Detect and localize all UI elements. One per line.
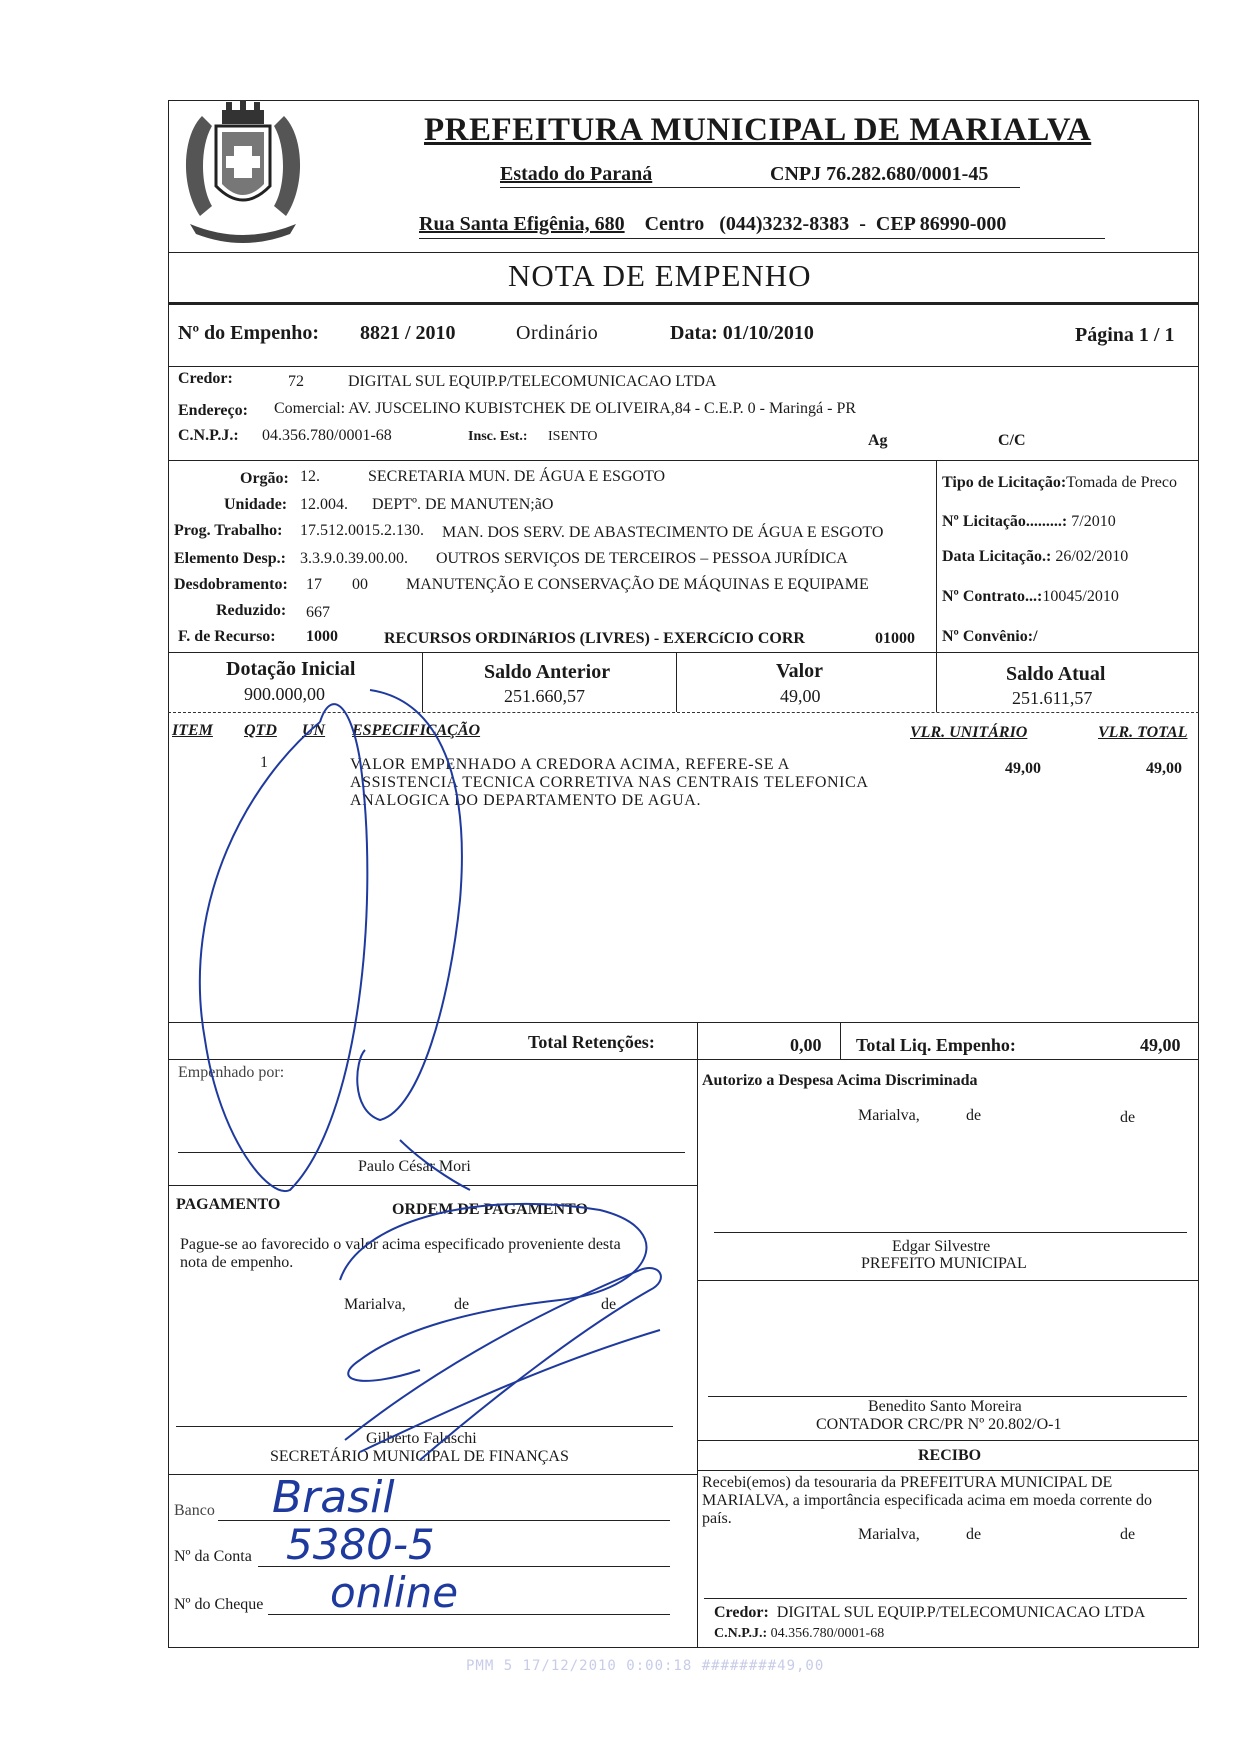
cheque-line bbox=[268, 1614, 670, 1615]
unidade-code: 12.004. bbox=[300, 496, 348, 513]
col-especificacao: ESPECIFICAÇÃO bbox=[352, 722, 481, 739]
orgao-label: Orgão: bbox=[240, 470, 289, 487]
contador-name: Benedito Santo Moreira bbox=[868, 1398, 1022, 1415]
item-desc-line-3: ANALOGICA DO DEPARTAMENTO DE AGUA. bbox=[350, 792, 702, 809]
item-unit-value: 49,00 bbox=[1005, 760, 1041, 777]
col-unit-value: VLR. UNITÁRIO bbox=[910, 724, 1028, 741]
credor-label: Credor: bbox=[178, 370, 233, 387]
conta-label: Nº da Conta bbox=[174, 1548, 252, 1565]
pagamento-text bbox=[180, 1236, 621, 1272]
insc-est-label: Insc. Est.: bbox=[468, 429, 528, 444]
retencoes-value: 0,00 bbox=[790, 1035, 822, 1055]
orgao-name: SECRETARIA MUN. DE ÁGUA E ESGOTO bbox=[368, 468, 666, 485]
secretario-role: SECRETÁRIO MUNICIPAL DE FINANÇAS bbox=[270, 1448, 569, 1465]
frame-bottom bbox=[168, 1647, 1199, 1648]
licitacao-date: Data Licitação.: 26/02/2010 bbox=[942, 548, 1129, 565]
page-number: Página 1 / 1 bbox=[1075, 324, 1175, 346]
empenhado-label: Empenhado por: bbox=[178, 1064, 285, 1081]
totals-divider-bottom bbox=[168, 1059, 1199, 1060]
conta-handwritten: 5380-5 bbox=[286, 1520, 435, 1569]
desdobramento-label: Desdobramento: bbox=[174, 576, 288, 593]
retencoes-label: Total Retenções: bbox=[528, 1032, 655, 1052]
fonte-code: 1000 bbox=[306, 628, 338, 645]
pagamento-de-1: de bbox=[454, 1296, 470, 1313]
licitacao-separator bbox=[936, 460, 937, 653]
pagamento-text-line-2: nota de empenho. bbox=[180, 1254, 294, 1271]
fonte-code-2: 01000 bbox=[875, 630, 915, 647]
header-divider bbox=[168, 252, 1199, 253]
mechanical-stamp: PMM 5 17/12/2010 0:00:18 ########49,00 bbox=[466, 1658, 825, 1674]
state-name: Estado do Paraná bbox=[500, 163, 653, 185]
document-title: NOTA DE EMPENHO bbox=[508, 258, 812, 293]
address-underline bbox=[419, 238, 1105, 239]
item-desc-line-2: ASSISTENCIA TECNICA CORRETIVA NAS CENTRAIS TELEFONICA bbox=[350, 774, 869, 791]
item-desc-line-1: VALOR EMPENHADO A CREDORA ACIMA, REFERE-SE A bbox=[350, 756, 790, 773]
desdobramento-a: 17 bbox=[306, 576, 322, 593]
prefeito-sign-line bbox=[714, 1232, 1187, 1233]
liquido-label: Total Liq. Empenho: bbox=[856, 1035, 1016, 1055]
valor-label: Valor bbox=[776, 660, 824, 682]
prefeito-name: Edgar Silvestre bbox=[892, 1238, 991, 1255]
desdobramento-b: 00 bbox=[352, 576, 368, 593]
empenhado-name: Paulo César Mori bbox=[358, 1158, 471, 1175]
frame-left bbox=[168, 100, 169, 1647]
col-item: ITEM bbox=[172, 722, 213, 739]
contador-sign-line bbox=[708, 1396, 1187, 1397]
empenho-date: Data: 01/10/2010 bbox=[670, 322, 814, 344]
banco-label: Banco bbox=[174, 1502, 215, 1519]
banco-handwritten: Brasil bbox=[272, 1472, 395, 1523]
empenhado-divider bbox=[168, 1185, 697, 1186]
saldo-anterior-label: Saldo Anterior bbox=[484, 661, 611, 683]
recibo-text-line-3: país. bbox=[702, 1510, 732, 1527]
recibo-label: RECIBO bbox=[918, 1447, 982, 1464]
credor-cnpj: 04.356.780/0001-68 bbox=[262, 427, 392, 444]
secretario-sign-line bbox=[176, 1426, 673, 1427]
fonte-name: RECURSOS ORDINáRIOS (LIVRES) - EXERCíCIO CORR bbox=[384, 630, 805, 647]
item-total-value: 49,00 bbox=[1146, 760, 1182, 777]
autorizo-city: Marialva, bbox=[858, 1107, 920, 1124]
totals-sep-2 bbox=[840, 1022, 841, 1059]
saldo-atual-value: 251.611,57 bbox=[1012, 688, 1093, 708]
empenho-number-label: Nº do Empenho: bbox=[178, 322, 320, 344]
address-label: Endereço: bbox=[178, 402, 248, 419]
secretario-name: Gilberto Falaschi bbox=[366, 1430, 477, 1447]
agency-label: Ag bbox=[868, 432, 888, 449]
convenio-number: Nº Convênio:/ bbox=[942, 628, 1038, 645]
autorizo-de-2: de bbox=[1120, 1109, 1136, 1126]
coat-of-arms-logo bbox=[172, 96, 314, 246]
contador-role: CONTADOR CRC/PR Nº 20.802/O-1 bbox=[816, 1416, 1062, 1433]
saldo-atual-label: Saldo Atual bbox=[1006, 663, 1106, 685]
valor-value: 49,00 bbox=[780, 686, 821, 706]
pagamento-text-line-1: Pague-se ao favorecido o valor acima especificado proveniente desta bbox=[180, 1236, 621, 1253]
desdobramento-name: MANUTENÇÃO E CONSERVAÇÃO DE MÁQUINAS E EQUIPAME bbox=[406, 576, 869, 593]
liquido-value: 49,00 bbox=[1140, 1035, 1181, 1055]
secretary-signature-loop bbox=[340, 1204, 646, 1381]
frame-top bbox=[168, 100, 1199, 101]
credor-code: 72 bbox=[288, 373, 304, 390]
recibo-cnpj: C.N.P.J.: 04.356.780/0001-68 bbox=[714, 1626, 885, 1641]
credor-name: DIGITAL SUL EQUIP.P/TELECOMUNICACAO LTDA bbox=[348, 373, 717, 390]
municipality-title: PREFEITURA MUNICIPAL DE MARIALVA bbox=[424, 112, 1092, 148]
elemento-code: 3.3.9.0.39.00.00. bbox=[300, 550, 408, 567]
pagamento-de-2: de bbox=[601, 1296, 617, 1313]
recibo-text-line-2: MARIALVA, a importância especificada acima em moeda corrente do bbox=[702, 1492, 1153, 1509]
municipality-address: Rua Santa Efigênia, 680 Centro (044)3232-8383 - CEP 86990-000 bbox=[419, 213, 1007, 235]
title-divider bbox=[168, 302, 1199, 305]
totals-sep-1 bbox=[697, 1022, 698, 1059]
reduzido-label: Reduzido: bbox=[216, 602, 287, 619]
dotacao-label: Dotação Inicial bbox=[226, 658, 356, 680]
prog-name: MAN. DOS SERV. DE ABASTECIMENTO DE ÁGUA E ESGOTO bbox=[442, 524, 884, 541]
saldo-anterior-value: 251.660,57 bbox=[504, 686, 585, 706]
empenho-divider bbox=[168, 366, 1199, 367]
bottom-center-separator bbox=[697, 1059, 698, 1647]
contador-divider bbox=[697, 1440, 1199, 1441]
prog-label: Prog. Trabalho: bbox=[174, 522, 283, 539]
saldo-sep-3 bbox=[936, 652, 937, 712]
insc-est: ISENTO bbox=[548, 429, 598, 444]
elemento-name: OUTROS SERVIÇOS DE TERCEIROS – PESSOA JURÍDICA bbox=[436, 550, 848, 567]
orgao-code: 12. bbox=[300, 468, 320, 485]
pagamento-city: Marialva, bbox=[344, 1296, 406, 1313]
recibo-text bbox=[702, 1474, 1190, 1528]
signature-loop-2 bbox=[357, 690, 462, 1120]
elemento-label: Elemento Desp.: bbox=[174, 550, 286, 567]
signature-loop-1 bbox=[200, 704, 368, 1191]
saldo-divider bbox=[168, 712, 1199, 713]
budget-divider bbox=[168, 652, 1199, 653]
recibo-sign-line bbox=[704, 1598, 1187, 1599]
col-qtd: QTD bbox=[244, 722, 277, 739]
licitacao-type: Tipo de Licitação:Tomada de Preco bbox=[942, 474, 1177, 491]
prog-code: 17.512.0015.2.130. bbox=[300, 522, 424, 539]
fonte-label: F. de Recurso: bbox=[178, 628, 276, 645]
empenho-number: 8821 / 2010 bbox=[360, 322, 456, 344]
unidade-label: Unidade: bbox=[224, 496, 288, 513]
prefeito-role: PREFEITO MUNICIPAL bbox=[861, 1255, 1027, 1272]
recibo-de-2: de bbox=[1120, 1526, 1136, 1543]
contract-number: Nº Contrato...:10045/2010 bbox=[942, 588, 1119, 605]
recibo-city: Marialva, bbox=[858, 1526, 920, 1543]
ordem-pagamento-label: ORDEM DE PAGAMENTO bbox=[392, 1201, 588, 1218]
pagamento-divider bbox=[168, 1474, 697, 1475]
item-qtd: 1 bbox=[260, 754, 268, 771]
empenhado-sign-line bbox=[178, 1152, 685, 1153]
empenho-type: Ordinário bbox=[516, 322, 599, 344]
dotacao-value: 900.000,00 bbox=[244, 684, 325, 704]
recibo-divider bbox=[697, 1470, 1199, 1471]
saldo-sep-1 bbox=[422, 652, 423, 712]
totals-divider-top bbox=[168, 1022, 1199, 1023]
credor-cnpj-label: C.N.P.J.: bbox=[178, 427, 239, 444]
credor-address: Comercial: AV. JUSCELINO KUBISTCHEK DE OLIVEIRA,84 - C.E.P. 0 - Maringá - PR bbox=[274, 400, 857, 417]
item-description bbox=[350, 756, 869, 810]
recibo-text-line-1: Recebi(emos) da tesouraria da PREFEITURA MUNICIPAL DE bbox=[702, 1474, 1113, 1491]
col-un: UN bbox=[302, 722, 326, 739]
cheque-handwritten: online bbox=[330, 1568, 459, 1617]
municipality-cnpj: CNPJ 76.282.680/0001-45 bbox=[770, 163, 989, 185]
cheque-label: Nº do Cheque bbox=[174, 1596, 264, 1613]
reduzido-value: 667 bbox=[306, 604, 330, 621]
recibo-credor: Credor: DIGITAL SUL EQUIP.P/TELECOMUNICACAO LTDA bbox=[714, 1604, 1146, 1621]
autorizo-de-1: de bbox=[966, 1107, 982, 1124]
prefeito-divider bbox=[697, 1280, 1199, 1281]
recibo-de-1: de bbox=[966, 1526, 982, 1543]
account-label: C/C bbox=[998, 432, 1026, 449]
state-underline bbox=[500, 187, 1020, 188]
credor-divider bbox=[168, 460, 1199, 461]
unidade-name: DEPTº. DE MANUTEN;ãO bbox=[372, 496, 554, 513]
saldo-sep-2 bbox=[676, 652, 677, 712]
frame-right bbox=[1198, 100, 1199, 1647]
licitacao-number: Nº Licitação.........: 7/2010 bbox=[942, 513, 1116, 530]
autorizo-label: Autorizo a Despesa Acima Discriminada bbox=[702, 1072, 978, 1089]
col-total-value: VLR. TOTAL bbox=[1098, 724, 1188, 741]
pagamento-label: PAGAMENTO bbox=[176, 1196, 281, 1213]
